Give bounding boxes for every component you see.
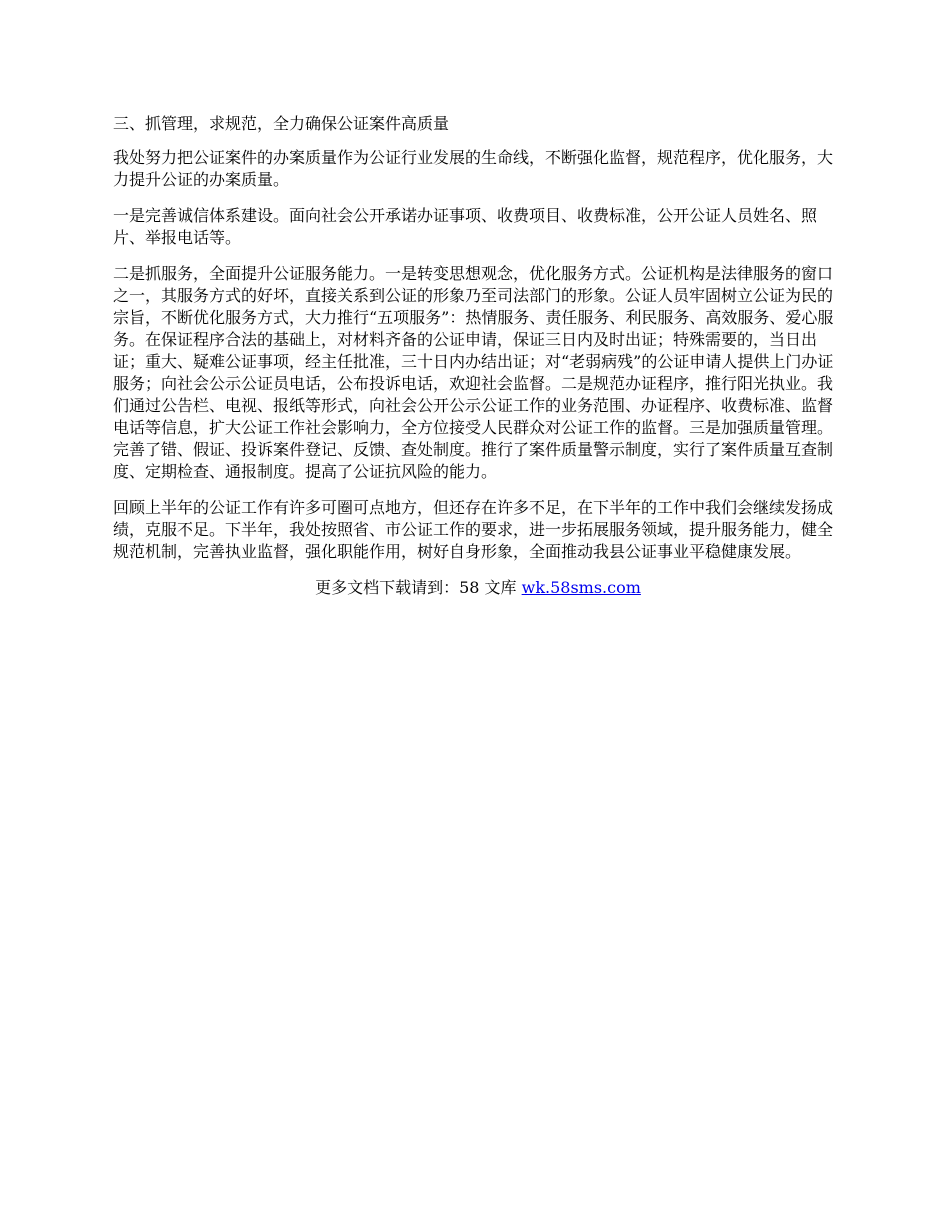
footer-prefix: 更多文档下载请到：58 文库 [315, 578, 522, 597]
section-heading: 三、抓管理，求规范，全力确保公证案件高质量 [113, 114, 450, 133]
download-footer [113, 577, 843, 599]
paragraph-integrity: 一是完善诚信体系建设。面向社会公开承诺办证事项、收费项目、收费标准，公开公证人员姓名、照片、举报电话等。 [113, 206, 818, 247]
paragraph-service: 二是抓服务，全面提升公证服务能力。一是转变思想观念，优化服务方式。公证机构是法律服务的窗口之一，其服务方式的好坏，直接关系到公证的形象乃至司法部门的形象。公证人员牢固树立公证为民的宗旨，不断优化服务方式，大力推行“五项服务”：热情服务、责任服务、利民服务、高效服务、爱心服务。在保证程序合法的基础上，对材料齐备的公证申请，保证三日内及时出证；特殊需要的，当日出证；重大、疑难公证事项，经主任批准，三十日内办结出证；对“老弱病残”的公证申请人提供上门办证服务；向社会公示公证员电话，公布投诉电话，欢迎社会监督。二是规范办证程序，推行阳光执业。我们通过公告栏、电视、报纸等形式，向社会公开公示公证工作的业务范围、办证程序、收费标准、监督电话等信息，扩大公证工作社会影响力，全方位接受人民群众对公证工作的监督。三是加强质量管理。完善了错、假证、投诉案件登记、反馈、查处制度。推行了案件质量警示制度，实行了案件质量互查制度、定期检查、通报制度。提高了公证抗风险的能力。 [113, 264, 834, 481]
footer-link[interactable]: wk.58sms.com [521, 578, 641, 597]
paragraph-intro: 我处努力把公证案件的办案质量作为公证行业发展的生命线，不断强化监督，规范程序，优化服务，大力提升公证的办案质量。 [113, 148, 834, 189]
document-page [113, 113, 843, 599]
paragraph-review: 回顾上半年的公证工作有许多可圈可点地方，但还存在许多不足，在下半年的工作中我们会继续发扬成绩，克服不足。下半年，我处按照省、市公证工作的要求，进一步拓展服务领域，提升服务能力，健全规范机制，完善执业监督，强化职能作用，树好自身形象，全面推动我县公证事业平稳健康发展。 [113, 498, 834, 561]
